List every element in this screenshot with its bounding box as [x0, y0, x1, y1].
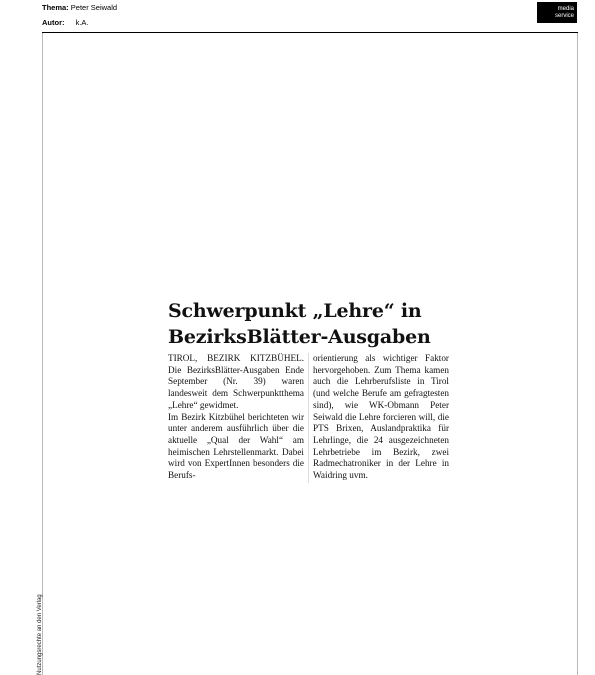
rights-note: Nutzungsrechte an den Verlag [37, 594, 43, 675]
article-headline [168, 298, 468, 350]
autor-label: Autor: [42, 18, 65, 27]
page-frame-left [42, 33, 43, 675]
logo-line-2: service [554, 13, 574, 19]
headline-line-2: BezirksBlätter-Ausgaben [168, 326, 431, 348]
article-text-1: TIROL, BEZIRK KITZBÜHEL. Die BezirksBlätter-Ausgaben Ende September (Nr. 39) waren landesweit dem Schwerpunktthema „Lehre“ gewidmet. Im Bezirk Kitzbühel berichteten wir unter anderem ausführlich über die aktuelle „Qual der Wahl“ am heimischen Lehrstellenmarkt. Dabei wird von ExpertInnen besonders die Berufs- [168, 353, 304, 481]
article-text-2: orientierung als wichtiger Faktor hervorgehoben. Zum Thema kamen auch die Lehrberufsliste in Tirol (und welche Berufe am gefragtesten sind), wie WK-Obmann Peter Seiwald die Lehre forcieren will, die PTS Brixen, Auslandpraktika für Lehrlinge, die 24 ausgezeichneten Lehrbetriebe im Bezirk, zwei Radmechatroniker in der Lehre in Waidring uvm. [313, 353, 449, 481]
thema-value: Peter Seiwald [70, 3, 118, 12]
thema-row [42, 3, 117, 12]
autor-value: k.A. [75, 18, 89, 27]
media-service-logo [537, 2, 577, 23]
thema-label: Thema: [42, 3, 69, 12]
logo-line-1: media [557, 6, 574, 12]
article-column-1 [168, 353, 304, 482]
column-divider [308, 353, 309, 483]
headline-line-1: Schwerpunkt „Lehre“ in [168, 300, 422, 322]
header-divider [42, 32, 578, 33]
autor-row [42, 18, 89, 27]
page-frame-right [577, 33, 578, 675]
article-column-2 [313, 353, 449, 482]
